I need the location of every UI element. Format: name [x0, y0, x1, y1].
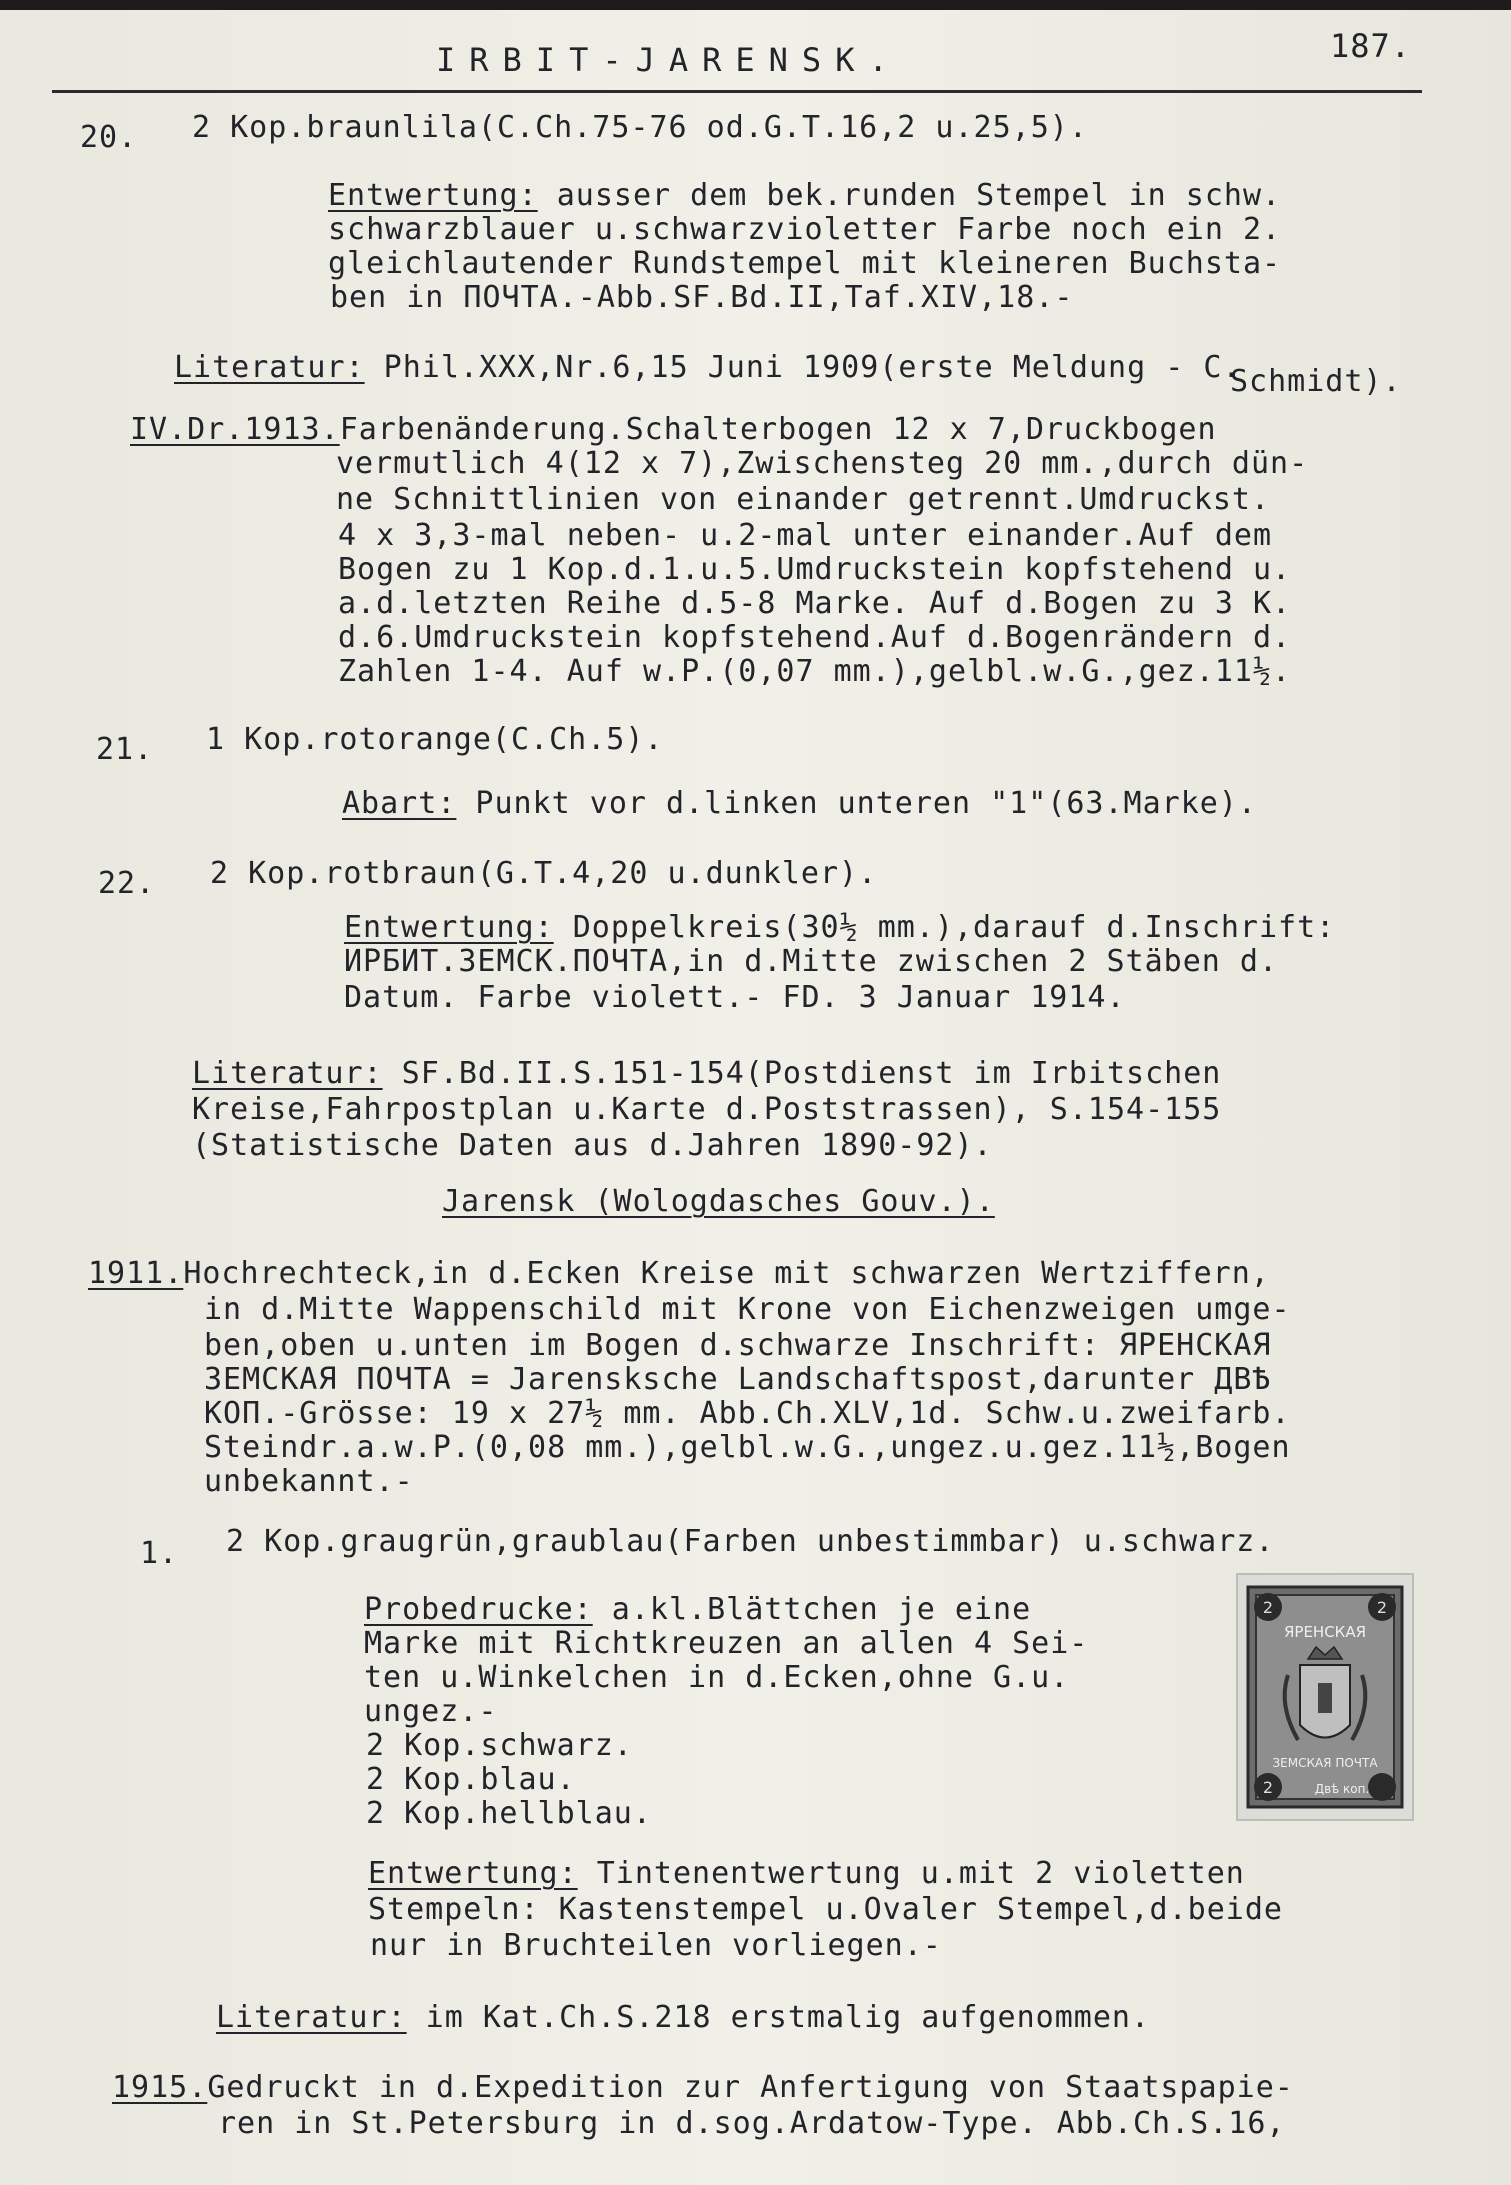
entry-number: 1.: [140, 1536, 179, 1571]
issue-1911-line-2: in d.Mitte Wappenschild mit Krone von Eichenzweigen umge-: [204, 1292, 1291, 1327]
entwertung-line-2: Stempeln: Kastenstempel u.Ovaler Stempel,d.beide: [368, 1892, 1283, 1927]
header-rule: [52, 90, 1422, 93]
entry-text: 1 Kop.rotorange(C.Ch.5).: [206, 722, 664, 757]
issue-1913-line-8: Zahlen 1-4. Auf w.P.(0,07 mm.),gelbl.w.G.,gez.11½.: [338, 654, 1292, 689]
issue-1913-line-1: IV.Dr.1913.Farbenänderung.Schalterbogen 12 x 7,Druckbogen: [130, 412, 1217, 447]
literatur-label: Literatur:: [174, 350, 365, 385]
variety-item: 2 Kop.blau.: [366, 1762, 576, 1797]
entwertung-line-2: ИРБИТ.ЗЕМСК.ПОЧТА,in d.Mitte zwischen 2 Stäben d.: [344, 944, 1279, 979]
literatur-line-1: Literatur: Phil.XXX,Nr.6,15 Juni 1909(erste Meldung - C.: [174, 350, 1242, 385]
literatur-line-3: (Statistische Daten aus d.Jahren 1890-92).: [192, 1128, 993, 1163]
issue-1911-line-1: 1911.Hochrechteck,in d.Ecken Kreise mit schwarzen Wertziffern,: [88, 1256, 1270, 1291]
entry-number: 20.: [80, 120, 138, 155]
issue-1911-line-3: ben,oben u.unten im Bogen d.schwarze Inschrift: ЯРЕНСКАЯ: [204, 1328, 1272, 1363]
issue-1911-label: 1911.: [88, 1256, 184, 1291]
probedrucke-label: Probedrucke:: [364, 1592, 593, 1627]
literatur-label: Literatur:: [216, 2000, 407, 2035]
stamp-top-inscription: ЯРЕНСКАЯ: [1283, 1623, 1367, 1641]
entwertung-line-1: Entwertung: ausser dem bek.runden Stempel in schw.: [328, 178, 1282, 213]
issue-1913-line-5: Bogen zu 1 Kop.d.1.u.5.Umdruckstein kopfstehend u.: [338, 552, 1292, 587]
literatur-line-2: Kreise,Fahrpostplan u.Karte d.Poststrassen), S.154-155: [192, 1092, 1222, 1127]
issue-1915-label: 1915.: [112, 2070, 208, 2105]
abart-line: Abart: Punkt vor d.linken unteren "1"(63.Marke).: [342, 786, 1257, 821]
svg-text:2: 2: [1376, 1598, 1388, 1617]
abart-label: Abart:: [342, 786, 457, 821]
stamp-value: Двѣ коп.: [1314, 1782, 1370, 1796]
entwertung-label: Entwertung:: [368, 1856, 578, 1891]
entry-text: 2 Kop.braunlila(C.Ch.75-76 od.G.T.16,2 u.25,5).: [192, 110, 1088, 145]
scan-edge: [0, 0, 1511, 10]
issue-1913-label: IV.Dr.1913.: [130, 412, 340, 447]
page-number: 187.: [1330, 27, 1412, 65]
issue-1913-line-4: 4 x 3,3-mal neben- u.2-mal unter einander.Auf dem: [338, 518, 1273, 553]
svg-text:2: 2: [1262, 1598, 1274, 1617]
issue-1913-line-6: a.d.letzten Reihe d.5-8 Marke. Auf d.Bogen zu 3 K.: [338, 586, 1292, 621]
entwertung-label: Entwertung:: [328, 178, 538, 213]
entwertung-line-3: gleichlautender Rundstempel mit kleineren Buchsta-: [328, 246, 1282, 281]
variety-item: 2 Kop.hellblau.: [366, 1796, 652, 1831]
issue-1913-line-2: vermutlich 4(12 x 7),Zwischensteg 20 mm.,durch dün-: [336, 446, 1309, 481]
probedrucke-line-1: Probedrucke: a.kl.Blättchen je eine: [364, 1592, 1032, 1627]
issue-1913-line-7: d.6.Umdruckstein kopfstehend.Auf d.Bogenrändern d.: [338, 620, 1292, 655]
issue-1911-line-4: ЗЕМСКАЯ ПОЧТА = Jarensksche Landschaftspost,darunter ДВѢ: [204, 1362, 1272, 1397]
entry-text: 2 Kop.rotbraun(G.T.4,20 u.dunkler).: [210, 856, 878, 891]
svg-text:2: 2: [1262, 1778, 1274, 1797]
probedrucke-line-4: ungez.-: [364, 1694, 498, 1729]
entwertung-line-1: Entwertung: Tintenentwertung u.mit 2 violetten: [368, 1856, 1245, 1891]
entwertung-line-3: nur in Bruchteilen vorliegen.-: [370, 1928, 942, 1963]
entry-number: 22.: [98, 866, 156, 901]
entwertung-label: Entwertung:: [344, 910, 554, 945]
literatur-label: Literatur:: [192, 1056, 383, 1091]
literatur-line-2: Schmidt).: [1230, 364, 1402, 399]
issue-1913-line-3: ne Schnittlinien von einander getrennt.Umdruckst.: [336, 482, 1271, 517]
entwertung-line-2: schwarzblauer u.schwarzvioletter Farbe noch ein 2.: [328, 212, 1282, 247]
literatur-line-1: Literatur: SF.Bd.II.S.151-154(Postdienst im Irbitschen: [192, 1056, 1222, 1091]
issue-1911-line-5: КОП.-Grösse: 19 x 27½ mm. Abb.Ch.XLV,1d. Schw.u.zweifarb.: [204, 1396, 1291, 1431]
stamp-image: [1236, 1573, 1414, 1821]
literatur-line: Literatur: im Kat.Ch.S.218 erstmalig aufgenommen.: [216, 2000, 1151, 2035]
entwertung-line-3: Datum. Farbe violett.- FD. 3 Januar 1914.: [344, 980, 1126, 1015]
variety-item: 2 Kop.schwarz.: [366, 1728, 633, 1763]
stamp-bottom-inscription: ЗЕМСКАЯ ПОЧТА: [1272, 1756, 1378, 1770]
entwertung-line-1: Entwertung: Doppelkreis(30½ mm.),darauf d.Inschrift:: [344, 910, 1336, 945]
issue-1915-line-1: 1915.Gedruckt in d.Expedition zur Anfertigung von Staatspapie-: [112, 2070, 1294, 2105]
section-title: Jarensk (Wologdasches Gouv.).: [442, 1184, 995, 1219]
probedrucke-line-2: Marke mit Richtkreuzen an allen 4 Sei-: [364, 1626, 1089, 1661]
entry-number: 21.: [96, 732, 154, 767]
issue-1911-line-6: Steindr.a.w.P.(0,08 mm.),gelbl.w.G.,ungez.u.gez.11½,Bogen: [204, 1430, 1291, 1465]
probedrucke-line-3: ten u.Winkelchen in d.Ecken,ohne G.u.: [364, 1660, 1070, 1695]
entwertung-line-4: ben in ПОЧТА.-Abb.SF.Bd.II,Taf.XIV,18.-: [330, 280, 1074, 315]
issue-1911-line-7: unbekannt.-: [204, 1464, 414, 1499]
entry-text: 2 Kop.graugrün,graublau(Farben unbestimmbar) u.schwarz.: [226, 1524, 1275, 1559]
issue-1915-line-2: ren in St.Petersburg in d.sog.Ardatow-Type. Abb.Ch.S.16,: [218, 2106, 1286, 2141]
running-title: IRBIT-JARENSK.: [436, 41, 902, 79]
stamp-illustration: [1238, 1575, 1412, 1819]
